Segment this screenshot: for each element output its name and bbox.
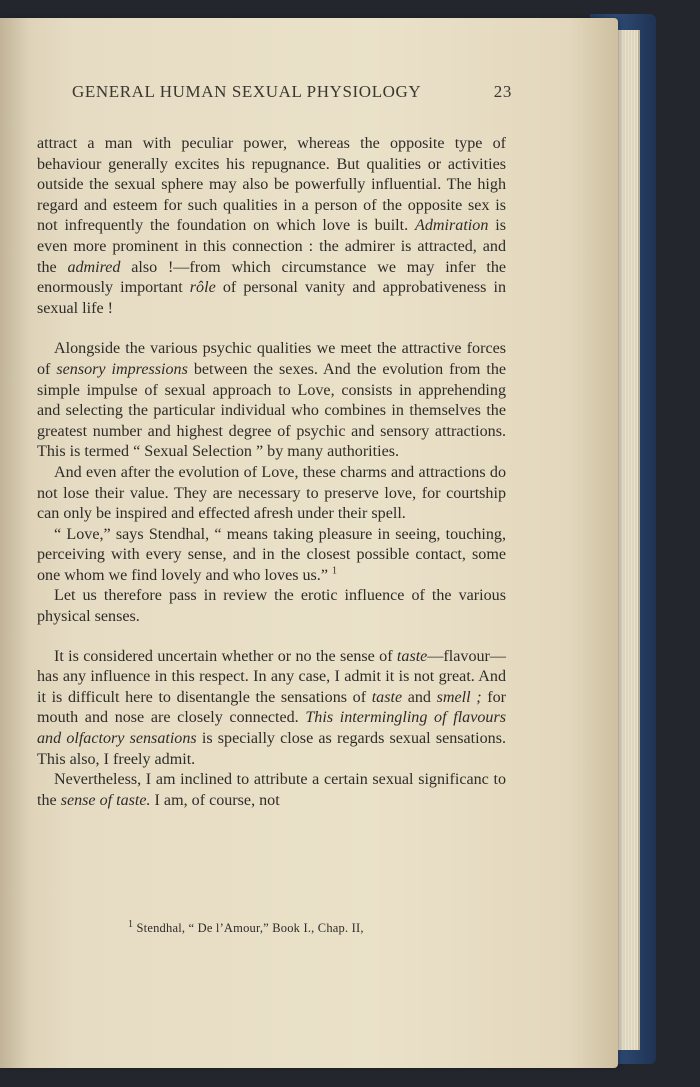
section-gap xyxy=(37,319,506,339)
italic-run: taste xyxy=(371,688,403,706)
text-run: and xyxy=(402,688,437,706)
text-run: is specially close as regards sexual sensations. This also, I freely admit. xyxy=(37,730,506,768)
italic-run: taste xyxy=(396,647,428,665)
text-run: between the sexes. And the evolution from the simple impulse of sexual approach to Love, consists in apprehending and selecting the particular individual who combines in themselves the greatest number and highest degree of psychic and sensory attractions. This is termed “ Sexual Selection ” by many authorities. xyxy=(37,360,507,461)
footnote xyxy=(128,918,458,936)
paragraph-7 xyxy=(37,770,506,811)
running-title: GENERAL HUMAN SEXUAL PHYSIOLOGY xyxy=(72,82,422,101)
running-header xyxy=(72,82,512,106)
italic-run: sensory impressions xyxy=(56,360,188,378)
page-body xyxy=(37,134,506,811)
text-run: I am, of course, not xyxy=(150,791,280,809)
text-run: “ Love,” says Stendhal, “ means taking pleasure in seeing, touching, perceiving with every sense, and in the closest possible contact, some one whom we find lovely and who loves us.” xyxy=(37,525,506,584)
italic-run: This intermingling of flavours and olfactory sensations xyxy=(37,709,506,748)
paragraph-6 xyxy=(37,647,506,771)
page-gutter-shadow xyxy=(0,18,30,1068)
text-run: also !—from which circumstance we may infer the enormously important xyxy=(37,258,507,297)
paragraph-2 xyxy=(37,339,506,463)
page-number: 23 xyxy=(493,82,512,101)
italic-run: admired xyxy=(67,258,121,276)
italic-run: sense of taste. xyxy=(60,791,151,809)
footnote-text: Stendhal, “ De l’Amour,” Book I., Chap. II, xyxy=(133,921,364,935)
text-run: Nevertheless, I am inclined to attribute a certain sexual significanc to the xyxy=(37,771,506,809)
paragraph-3: And even after the evolution of Love, these charms and attractions do not lose their value. They are necessary to preserve love, for courtship can only be inspired and effected afresh under their spell. xyxy=(37,463,506,523)
section-gap xyxy=(37,628,506,647)
italic-run: rôle xyxy=(189,279,216,297)
paragraph-4 xyxy=(37,525,506,587)
text-run: Alongside the various psychic qualities we meet the attractive forces of xyxy=(37,340,506,378)
text-run: is even more prominent in this connection : the admirer is attracted, and the xyxy=(37,217,507,276)
text-run: for mouth and nose are closely connected. xyxy=(37,688,506,727)
italic-run: smell ; xyxy=(436,688,482,706)
paragraph-1 xyxy=(37,134,506,319)
text-run: of personal vanity and approbativeness in sexual life ! xyxy=(37,279,506,317)
paragraph-5: Let us therefore pass in review the erotic influence of the various physical senses. xyxy=(37,587,506,626)
italic-run: Admiration xyxy=(415,217,489,235)
footnote-reference[interactable]: 1 xyxy=(332,565,337,577)
text-run: It is considered uncertain whether or no the sense of xyxy=(54,647,397,665)
text-run: —flavour—has any influence in this respect. In any case, I admit it is not great. And it is difficult here to disentangle the sensations of xyxy=(37,647,506,706)
text-run: attract a man with peculiar power, whereas the opposite type of behaviour generally excites his repugnance. But qualities or activities outside the sexual sphere may also be powerfully influential. The high regard and esteem for such qualities in a person of the opposite sex is not infrequently the foundation on which love is built. xyxy=(37,135,506,235)
footnote-marker: 1 xyxy=(128,918,134,930)
